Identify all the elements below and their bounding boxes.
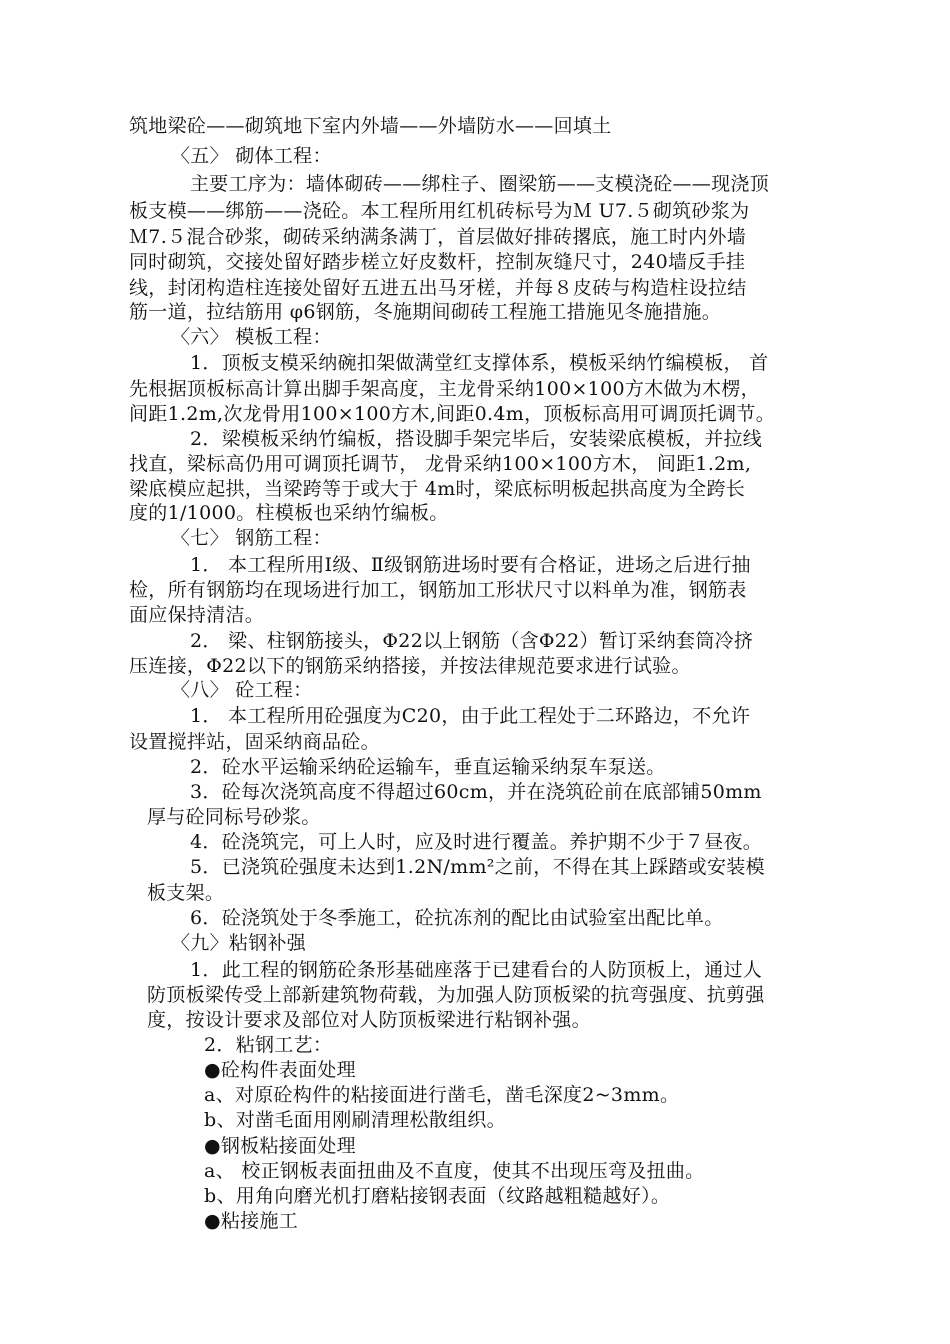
text-line: 厚与砼同标号砂浆。 xyxy=(147,806,321,828)
text-line: 3．砼每次浇筑高度不得超过60cm，并在浇筑砼前在底部铺50mm xyxy=(190,781,762,803)
text-line: 筑地梁砼——砌筑地下室内外墙——外墙防水——回填土 xyxy=(129,115,612,137)
text-line: 板支架。 xyxy=(147,882,225,904)
text-line: 同时砌筑，交接处留好踏步槎立好皮数杆，控制灰缝尺寸，240墙反手挂 xyxy=(129,251,746,273)
text-line: 4．砼浇筑完，可上人时，应及时进行覆盖。养护期不少于７昼夜。 xyxy=(190,831,763,853)
bullet-item: ●钢板粘接面处理 xyxy=(204,1135,356,1157)
section-heading-rebar: 〈七〉 钢筋工程： xyxy=(171,527,332,549)
text-line: 2． 梁、柱钢筋接头，Φ22以上钢筋（含Φ22）暂订采纳套筒冷挤 xyxy=(190,630,754,652)
section-heading-masonry: 〈五〉 砌体工程： xyxy=(171,145,332,167)
text-line: 板支模——绑筋——浇砼。本工程所用红机砖标号为Ｍ U7.５砌筑砂浆为 xyxy=(129,200,750,222)
text-line: 筋一道，拉结筋用 φ6钢筋，冬施期间砌砖工程施工措施见冬施措施。 xyxy=(129,301,722,323)
text-line: 1． 本工程所用Ⅰ级、Ⅱ级钢筋进场时要有合格证，进场之后进行抽 xyxy=(190,554,751,576)
text-line: 防顶板梁传受上部新建筑物荷载，为加强人防顶板梁的抗弯强度、抗剪强 xyxy=(147,984,765,1006)
text-line: 2．砼水平运输采纳砼运输车，垂直运输采纳泵车泵送。 xyxy=(190,756,666,778)
text-line: 线，封闭构造柱连接处留好五进五出马牙槎，并每８皮砖与构造柱设拉结 xyxy=(129,277,747,299)
text-line: 找直，梁标高仍用可调顶托调节， 龙骨采纳100×100方木， 间距1.2m, xyxy=(129,453,752,475)
text-line: 检，所有钢筋均在现场进行加工，钢筋加工形状尺寸以料单为准，钢筋表 xyxy=(129,579,747,601)
text-line: 1．顶板支模采纳碗扣架做满堂红支撑体系，模板采纳竹编模板， 首 xyxy=(190,352,769,374)
text-line: 压连接，Φ22以下的钢筋采纳搭接，并按法律规范要求进行试验。 xyxy=(129,655,691,677)
text-line: b、用角向磨光机打磨粘接钢表面（纹路越粗糙越好）。 xyxy=(204,1185,671,1207)
text-line: 设置搅拌站，固采纳商品砼。 xyxy=(129,731,380,753)
bullet-item: ●砼构件表面处理 xyxy=(204,1059,356,1081)
text-line: 1．此工程的钢筋砼条形基础座落于已建看台的人防顶板上，通过人 xyxy=(190,959,763,981)
text-line: 面应保持清洁。 xyxy=(129,604,265,626)
text-line: 梁底模应起拱，当梁跨等于或大于 4m时，梁底标明板起拱高度为全跨长 xyxy=(129,478,746,500)
text-line: 度的1/1000。柱模板也采纳竹编板。 xyxy=(129,502,449,524)
text-line: a、 校正钢板表面扭曲及不直度，使其不出现压弯及扭曲。 xyxy=(204,1160,705,1182)
text-line: a、对原砼构件的粘接面进行凿毛，凿毛深度2~3mm。 xyxy=(204,1084,680,1106)
text-line: 1． 本工程所用砼强度为C20，由于此工程处于二环路边，不允许 xyxy=(190,705,751,727)
text-line: 先根据顶板标高计算出脚手架高度，主龙骨采纳100×100方木做为木楞， xyxy=(129,378,760,400)
text-line: 度，按设计要求及部位对人防顶板梁进行粘钢补强。 xyxy=(147,1009,591,1031)
text-line: Ｍ7.５混合砂浆，砌砖采纳满条满丁，首层做好排砖撂底，施工时内外墙 xyxy=(129,226,747,248)
text-line: 主要工序为：墙体砌砖——绑柱子、圈梁筋——支模浇砼——现浇顶 xyxy=(190,173,770,195)
section-heading-concrete: 〈八〉 砼工程： xyxy=(171,679,313,701)
text-line: 6．砼浇筑处于冬季施工，砼抗冻剂的配比由试验室出配比单。 xyxy=(190,907,724,929)
text-line: 间距1.2m,次龙骨用100×100方木,间距0.4m，顶板标高用可调顶托调节。 xyxy=(129,403,775,425)
section-heading-steel-bonding: 〈九〉粘钢补强 xyxy=(171,932,307,954)
bullet-item: ●粘接施工 xyxy=(204,1210,299,1232)
section-heading-formwork: 〈六〉 模板工程： xyxy=(171,326,332,348)
text-line: 5．已浇筑砼强度未达到1.2N/mm²之前，不得在其上踩踏或安装模 xyxy=(190,856,765,878)
text-line: b、对凿毛面用刚刷清理松散组织。 xyxy=(204,1109,506,1131)
text-line: 2．粘钢工艺： xyxy=(204,1034,333,1056)
text-line: 2．梁模板采纳竹编板，搭设脚手架完毕后，安装梁底模板，并拉线 xyxy=(190,428,763,450)
